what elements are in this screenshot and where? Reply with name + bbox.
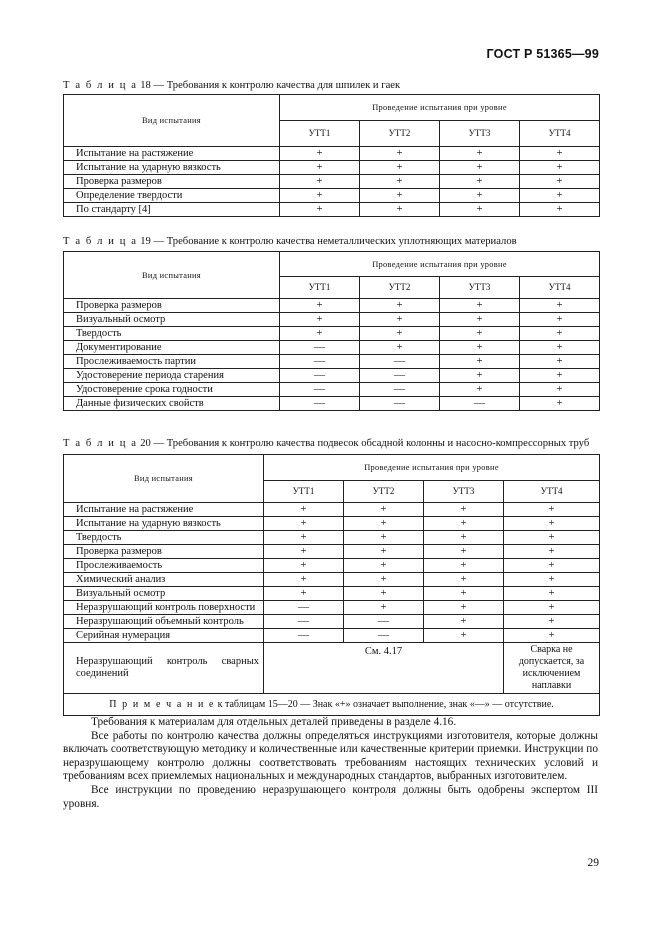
table-row [64, 629, 600, 643]
row-test-name: Визуальный осмотр [64, 587, 264, 601]
row-mark-утт4: + [504, 531, 600, 545]
level-header-утт4: УТТ4 [520, 121, 600, 147]
table-19 [63, 251, 600, 411]
row-mark-утт3: + [440, 299, 520, 313]
row-test-name: Неразрушающий контроль сварных соединений [64, 643, 264, 694]
row-mark-утт4: + [520, 327, 600, 341]
table-row [64, 397, 600, 411]
row-mark-утт3: + [424, 559, 504, 573]
row-mark-утт3: + [424, 573, 504, 587]
row-mark-утт2: + [360, 327, 440, 341]
row-mark-утт2: + [344, 531, 424, 545]
row-test-name: Удостоверение срока годности [64, 383, 280, 397]
table-19-title: 19 — Требование к контролю качества неметаллических уплотняющих материалов [140, 236, 517, 247]
table-20 [63, 454, 600, 716]
table-row [64, 545, 600, 559]
row-mark-утт1: — [264, 601, 344, 615]
level-header-утт3: УТТ3 [424, 481, 504, 503]
row-mark-утт4: + [520, 369, 600, 383]
table-20-caption [63, 438, 589, 449]
table-row [64, 203, 600, 217]
row-mark-утт2: + [344, 517, 424, 531]
table-row [64, 615, 600, 629]
row-mark-утт1: — [280, 397, 360, 411]
row-mark-утт4: + [504, 517, 600, 531]
row-test-name: Проверка размеров [64, 175, 280, 189]
row-mark-утт4: + [520, 299, 600, 313]
table-row [64, 587, 600, 601]
table-row [64, 299, 600, 313]
table-row [64, 369, 600, 383]
row-mark-утт3: + [440, 369, 520, 383]
row-mark-утт2: — [360, 397, 440, 411]
table-18 [63, 94, 600, 217]
row-test-name: Прослеживаемость [64, 559, 264, 573]
row-test-name: Твердость [64, 327, 280, 341]
row-test-name: Проверка размеров [64, 299, 280, 313]
row-mark-утт3: + [440, 175, 520, 189]
row-mark-утт1: — [280, 369, 360, 383]
row-mark-утт3: + [424, 601, 504, 615]
level-header-утт3: УТТ3 [440, 121, 520, 147]
level-header-утт1: УТТ1 [264, 481, 344, 503]
row-mark-утт2: + [344, 601, 424, 615]
level-header-утт2: УТТ2 [360, 121, 440, 147]
row-test-name: Испытание на ударную вязкость [64, 517, 264, 531]
row-mark-утт4: + [504, 573, 600, 587]
table-row [64, 341, 600, 355]
row-test-name: Химический анализ [64, 573, 264, 587]
table-row [64, 161, 600, 175]
row-mark-утт3: + [440, 327, 520, 341]
row-test-name: По стандарту [4] [64, 203, 280, 217]
table-19-caption [63, 236, 517, 247]
see-reference: См. 4.17 [264, 643, 504, 694]
row-mark-утт4: + [520, 313, 600, 327]
row-mark-утт2: — [344, 615, 424, 629]
row-mark-утт2: + [360, 341, 440, 355]
row-test-name: Удостоверение периода старения [64, 369, 280, 383]
row-mark-утт2: + [360, 299, 440, 313]
row-mark-утт3: + [440, 355, 520, 369]
row-mark-утт4: + [504, 545, 600, 559]
table-row [64, 147, 600, 161]
row-test-name: Испытание на растяжение [64, 147, 280, 161]
row-mark-утт3: — [440, 397, 520, 411]
row-mark-утт3: + [440, 189, 520, 203]
row-mark-утт4: + [520, 161, 600, 175]
row-test-name: Неразрушающий контроль поверхности [64, 601, 264, 615]
level-header-утт2: УТТ2 [360, 277, 440, 299]
row-mark-утт1: — [280, 341, 360, 355]
row-mark-утт1: — [264, 629, 344, 643]
row-mark-утт2: + [360, 175, 440, 189]
row-test-name: Серийная нумерация [64, 629, 264, 643]
row-mark-утт4: + [520, 397, 600, 411]
row-mark-утт2: + [360, 313, 440, 327]
table-row [64, 355, 600, 369]
row-mark-утт1: + [264, 573, 344, 587]
row-test-name: Документирование [64, 341, 280, 355]
row-mark-утт2: + [344, 573, 424, 587]
col-test-header: Вид испытания [64, 252, 280, 299]
row-test-name: Визуальный осмотр [64, 313, 280, 327]
table-row [64, 559, 600, 573]
row-mark-утт3: + [424, 615, 504, 629]
row-mark-утт2: + [344, 587, 424, 601]
row-mark-утт4: + [504, 559, 600, 573]
note-label: П р и м е ч а н и е [109, 699, 216, 710]
row-mark-утт1: + [280, 189, 360, 203]
row-mark-утт4: + [520, 147, 600, 161]
row-test-name: Прослеживаемость партии [64, 355, 280, 369]
row-mark-утт2: + [360, 203, 440, 217]
row-mark-утт3: + [440, 161, 520, 175]
row-mark-утт1: + [264, 531, 344, 545]
table-row [64, 503, 600, 517]
row-mark-утт1: + [264, 587, 344, 601]
row-mark-утт2: + [344, 559, 424, 573]
row-mark-утт3: + [424, 629, 504, 643]
row-mark-утт4: + [504, 601, 600, 615]
row-mark-утт1: + [280, 313, 360, 327]
table-row [64, 327, 600, 341]
row-mark-утт1: + [280, 327, 360, 341]
row-test-name: Проверка размеров [64, 545, 264, 559]
row-mark-утт3: + [424, 503, 504, 517]
row-mark-утт1: + [280, 203, 360, 217]
col-test-header: Вид испытания [64, 455, 264, 503]
row-test-name: Определение твердости [64, 189, 280, 203]
body-text [63, 716, 598, 811]
row-mark-утт1: + [264, 545, 344, 559]
row-mark-утт2: — [360, 369, 440, 383]
row-mark-утт2: + [360, 161, 440, 175]
body-paragraph: Все работы по контролю качества должны определяться инструкциями изготовителя, которые должны включать соответствующую методику и количественные или качественные критерии приемки. Инструкции по неразрушающему контролю должны соответствовать требованиям настоящих технических условий и требованиям всех приемлемых национальных и международных стандартов, выбранных изготовителем. [63, 729, 598, 783]
row-mark-утт4: + [520, 175, 600, 189]
table-row [64, 189, 600, 203]
row-mark-утт2: — [360, 355, 440, 369]
row-test-name: Испытание на ударную вязкость [64, 161, 280, 175]
row-mark-утт4: + [504, 503, 600, 517]
document-code: ГОСТ Р 51365—99 [486, 47, 599, 61]
row-mark-утт1: + [280, 161, 360, 175]
row-mark-утт1: + [280, 175, 360, 189]
row-mark-утт4: + [520, 189, 600, 203]
table-20-title: 20 — Требования к контролю качества подвесок обсадной колонны и насосно-компрессорных труб [140, 438, 590, 449]
row-mark-утт1: — [280, 383, 360, 397]
row-test-name: Неразрушающий объемный контроль [64, 615, 264, 629]
row-mark-утт1: + [264, 559, 344, 573]
table-18-caption [63, 80, 400, 91]
row-test-name: Данные физических свойств [64, 397, 280, 411]
row-mark-utt4: Сварка не допускается, за исключением наплавки [504, 643, 600, 694]
table-row-welding [64, 643, 600, 694]
row-mark-утт3: + [424, 531, 504, 545]
row-mark-утт4: + [504, 587, 600, 601]
table-20-label: Т а б л и ц а [63, 438, 138, 449]
table-note [64, 694, 600, 716]
row-mark-утт3: + [424, 545, 504, 559]
row-mark-утт2: — [360, 383, 440, 397]
table-row [64, 601, 600, 615]
row-mark-утт3: + [424, 587, 504, 601]
col-group-header: Проведение испытания при уровне [280, 95, 600, 121]
row-mark-утт3: + [440, 147, 520, 161]
row-mark-утт3: + [440, 341, 520, 355]
table-row [64, 175, 600, 189]
row-mark-утт1: — [264, 615, 344, 629]
table-18-label: Т а б л и ц а [63, 80, 138, 91]
row-test-name: Испытание на растяжение [64, 503, 264, 517]
note-text: к таблицам 15—20 — Знак «+» означает выполнение, знак «—» — отсутствие. [217, 699, 554, 710]
table-row [64, 517, 600, 531]
col-group-header: Проведение испытания при уровне [264, 455, 600, 481]
row-mark-утт1: — [280, 355, 360, 369]
table-row [64, 573, 600, 587]
row-mark-утт1: + [264, 517, 344, 531]
row-mark-утт2: + [360, 147, 440, 161]
table-row [64, 383, 600, 397]
row-mark-утт4: + [520, 203, 600, 217]
level-header-утт1: УТТ1 [280, 277, 360, 299]
body-paragraph: Все инструкции по проведению неразрушающего контроля должны быть одобрены экспертом III уровня. [63, 783, 598, 810]
row-mark-утт2: — [344, 629, 424, 643]
row-mark-утт2: + [360, 189, 440, 203]
level-header-утт2: УТТ2 [344, 481, 424, 503]
row-mark-утт2: + [344, 545, 424, 559]
row-mark-утт4: + [504, 615, 600, 629]
row-mark-утт1: + [280, 147, 360, 161]
row-mark-утт4: + [520, 355, 600, 369]
row-mark-утт3: + [440, 313, 520, 327]
table-note-row [64, 694, 600, 716]
level-header-утт1: УТТ1 [280, 121, 360, 147]
table-19-label: Т а б л и ц а [63, 236, 138, 247]
row-mark-утт1: + [280, 299, 360, 313]
level-header-утт3: УТТ3 [440, 277, 520, 299]
row-mark-утт3: + [424, 517, 504, 531]
row-mark-утт1: + [264, 503, 344, 517]
row-mark-утт4: + [504, 629, 600, 643]
level-header-утт4: УТТ4 [520, 277, 600, 299]
col-group-header: Проведение испытания при уровне [280, 252, 600, 277]
table-row [64, 531, 600, 545]
table-row [64, 313, 600, 327]
row-mark-утт4: + [520, 341, 600, 355]
row-test-name: Твердость [64, 531, 264, 545]
row-mark-утт4: + [520, 383, 600, 397]
level-header-утт4: УТТ4 [504, 481, 600, 503]
row-mark-утт3: + [440, 203, 520, 217]
page-number: 29 [587, 857, 599, 869]
row-mark-утт2: + [344, 503, 424, 517]
col-test-header: Вид испытания [64, 95, 280, 147]
body-paragraph: Требования к материалам для отдельных деталей приведены в разделе 4.16. [91, 716, 457, 728]
row-mark-утт3: + [440, 383, 520, 397]
table-18-title: 18 — Требования к контролю качества для шпилек и гаек [140, 80, 401, 91]
